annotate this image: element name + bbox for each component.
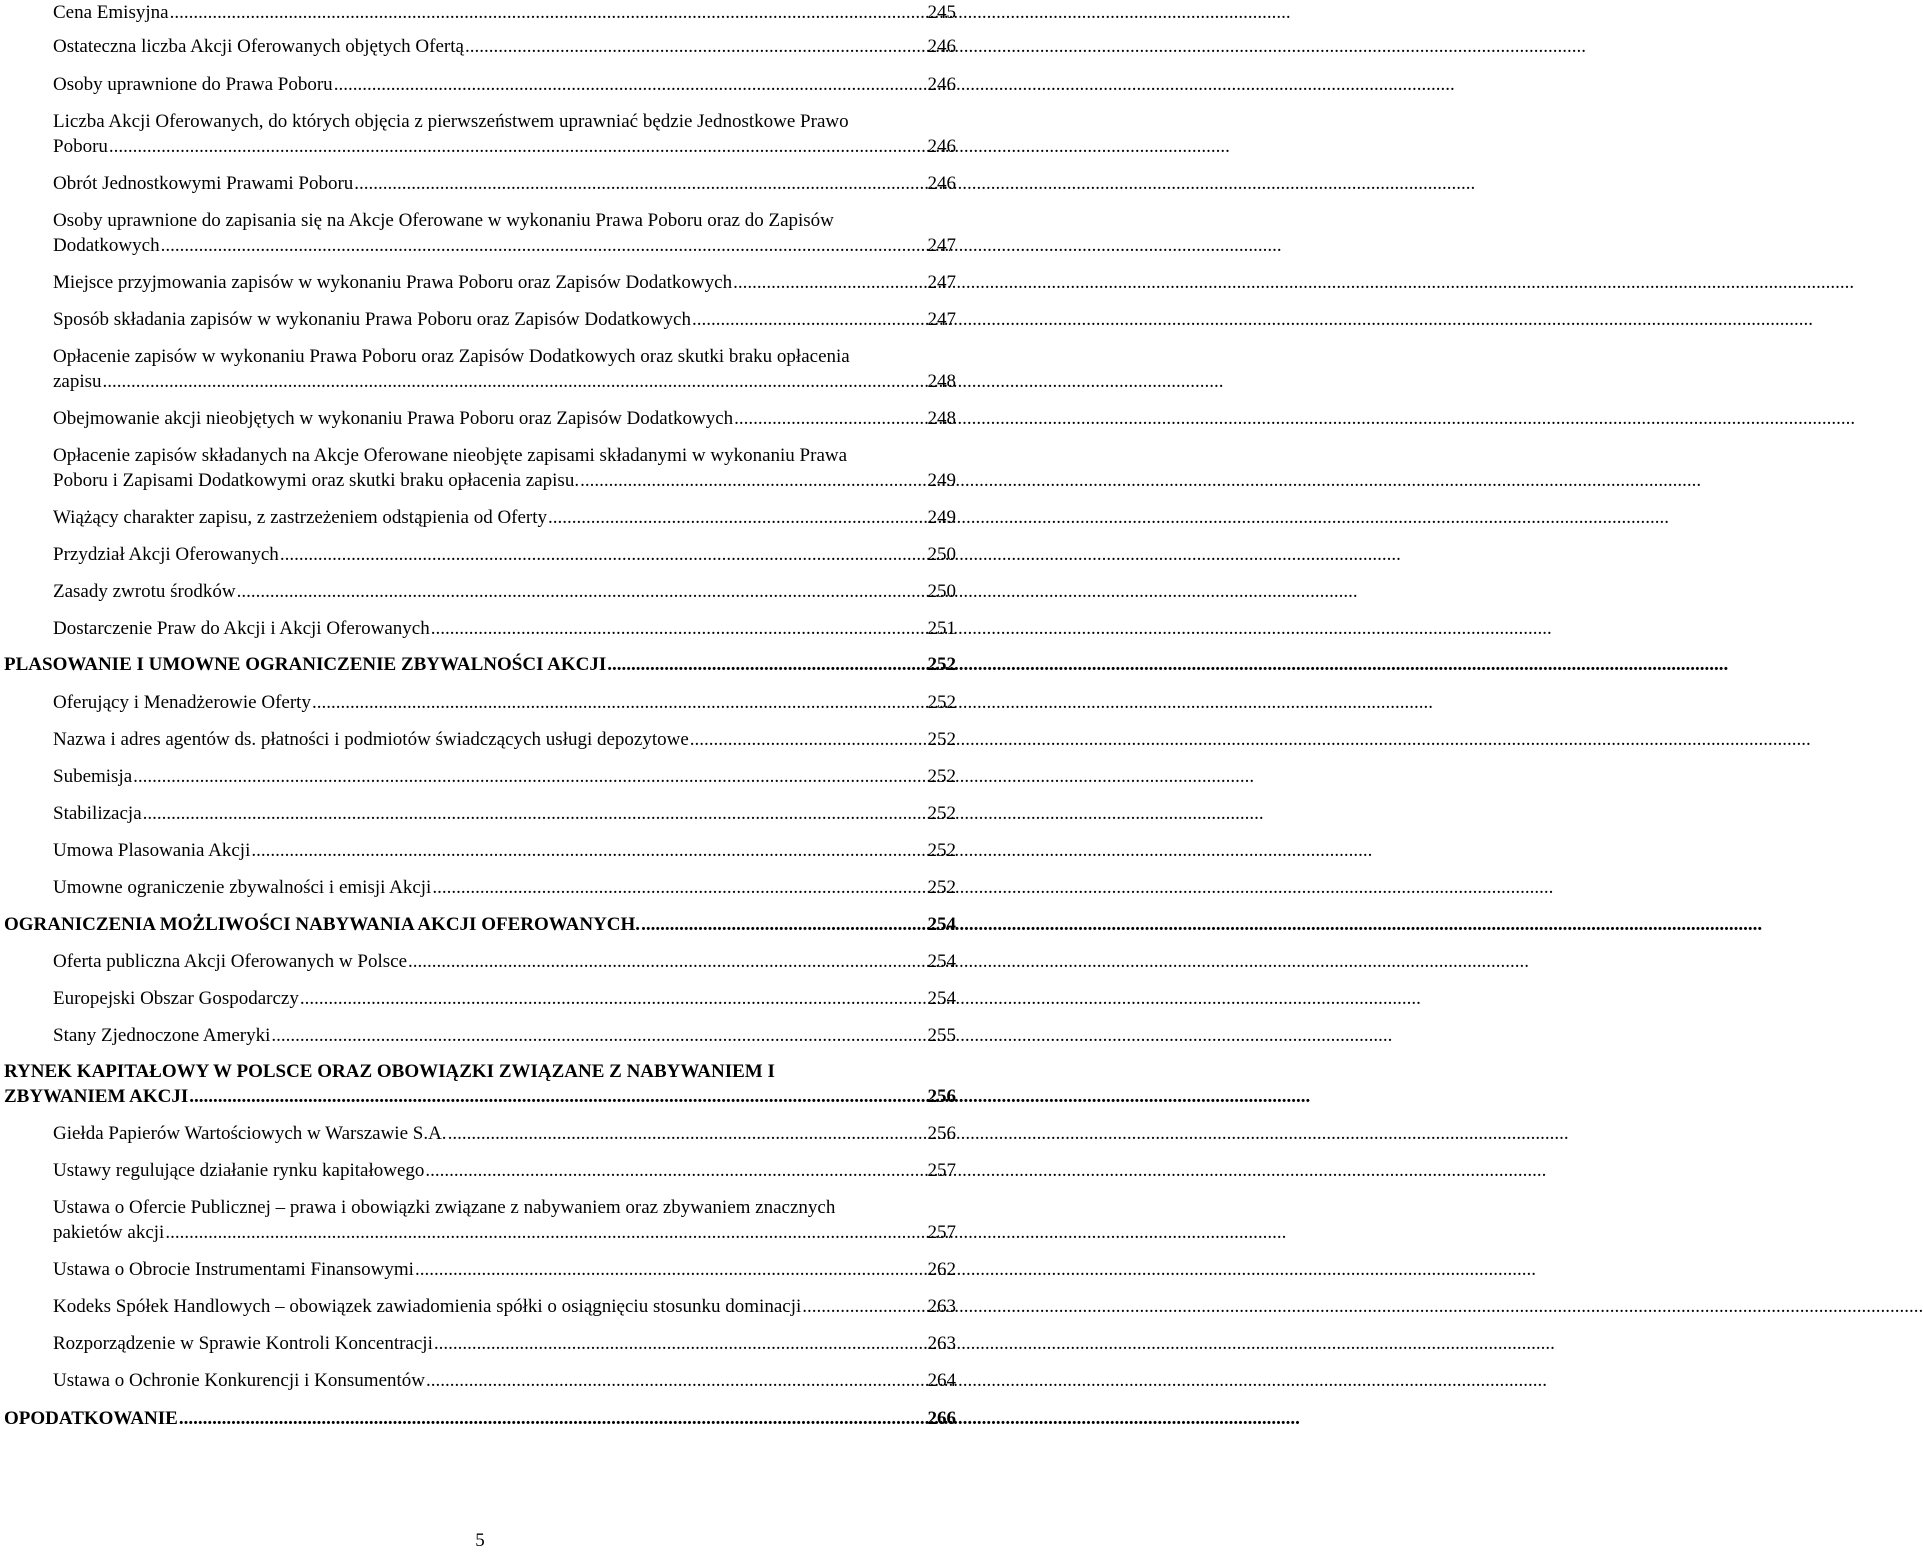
toc-entry[interactable] — [4, 838, 956, 863]
toc-entry-title: Poboru i Zapisami Dodatkowymi oraz skutki braku opłacenia zapisu. — [53, 470, 580, 491]
toc-entry[interactable] — [4, 875, 956, 900]
toc-entry[interactable] — [4, 1294, 956, 1319]
toc-entry[interactable] — [4, 208, 956, 258]
toc-entry-title-line: Liczba Akcji Oferowanych, do których objęcia z pierwszeństwem uprawniać będzie Jednostkowe Prawo — [53, 111, 849, 132]
dot-leader — [237, 579, 1358, 604]
dot-leader — [312, 690, 1433, 715]
toc-entry-page-number: 252 — [927, 840, 956, 861]
toc-entry-page-number: 254 — [927, 914, 956, 935]
toc-entry-page-number: 249 — [927, 470, 956, 491]
toc-entry-title: PLASOWANIE I UMOWNE OGRANICZENIE ZBYWALNOŚCI AKCJI — [4, 654, 607, 675]
toc-entry[interactable] — [4, 690, 956, 715]
toc-entry-page-number: 248 — [927, 371, 956, 392]
dot-leader — [334, 72, 1455, 97]
toc-entry-title: Ustawa o Obrocie Instrumentami Finansowymi — [53, 1259, 414, 1280]
toc-entry[interactable] — [4, 270, 956, 295]
toc-entry-page-number: 252 — [927, 877, 956, 898]
toc-entry[interactable] — [4, 801, 956, 826]
toc-entry[interactable] — [4, 1158, 956, 1183]
toc-entry-title: Umowa Plasowania Akcji — [53, 840, 251, 861]
toc-entry-title-line: Opłacenie zapisów składanych na Akcje Oferowane nieobjęte zapisami składanymi w wykonaniu Prawa — [53, 445, 848, 466]
toc-entry-title: ZBYWANIEM AKCJI — [4, 1086, 189, 1107]
toc-entry-page-number: 246 — [927, 36, 956, 57]
toc-entry-page-number: 250 — [927, 581, 956, 602]
dot-leader — [425, 1158, 1546, 1183]
toc-entry[interactable] — [4, 1195, 956, 1245]
toc-entry[interactable] — [4, 579, 956, 604]
dot-leader — [143, 801, 1264, 826]
toc-entry-page-number: 246 — [927, 136, 956, 157]
toc-entry-title: Dostarczenie Praw do Akcji i Akcji Oferowanych — [53, 618, 430, 639]
toc-entry[interactable] — [4, 344, 956, 394]
toc-entry-page-number: 251 — [927, 618, 956, 639]
toc-entry-title: Rozporządzenie w Sprawie Kontroli Koncentracji — [53, 1333, 433, 1354]
toc-section-entry[interactable] — [4, 1406, 956, 1431]
toc-entry-title: Poboru — [53, 136, 108, 157]
toc-section-entry[interactable] — [4, 912, 956, 937]
toc-entry-page-number: 257 — [927, 1160, 956, 1181]
toc-entry-title: zapisu — [53, 371, 102, 392]
toc-entry-page-number: 254 — [927, 988, 956, 1009]
dot-leader — [641, 912, 1762, 937]
toc-entry-page-number: 246 — [927, 74, 956, 95]
toc-entry[interactable] — [4, 727, 956, 752]
toc-entry-title: Przydział Akcji Oferowanych — [53, 544, 279, 565]
toc-entry-page-number: 252 — [927, 654, 956, 675]
dot-leader — [431, 616, 1552, 641]
toc-entry-page-number: 249 — [927, 507, 956, 528]
dot-leader — [170, 0, 1291, 25]
toc-entry-page-number: 247 — [927, 272, 956, 293]
toc-entry-page-number: 262 — [927, 1259, 956, 1280]
dot-leader — [548, 505, 1669, 530]
toc-entry[interactable] — [4, 171, 956, 196]
toc-entry-page-number: 264 — [927, 1370, 956, 1391]
toc-entry-title: Kodeks Spółek Handlowych – obowiązek zawiadomienia spółki o osiągnięciu stosunku dominacji — [53, 1296, 802, 1317]
toc-entry-title: Europejski Obszar Gospodarczy — [53, 988, 299, 1009]
toc-entry[interactable] — [4, 616, 956, 641]
dot-leader — [354, 171, 1475, 196]
toc-entry-title: Zasady zwrotu środków — [53, 581, 236, 602]
dot-leader — [408, 949, 1529, 974]
toc-entry-title: Cena Emisyjna — [53, 2, 169, 23]
toc-entry-title: Dodatkowych — [53, 235, 160, 256]
toc-entry-title: Giełda Papierów Wartościowych w Warszawie S.A. — [53, 1123, 447, 1144]
toc-entry-page-number: 245 — [927, 2, 956, 23]
dot-leader — [271, 1023, 1392, 1048]
toc-entry-page-number: 255 — [927, 1025, 956, 1046]
dot-leader — [607, 652, 1728, 677]
toc-entry[interactable] — [4, 406, 956, 431]
dot-leader — [690, 727, 1811, 752]
toc-entry-title: Sposób składania zapisów w wykonaniu Prawa Poboru oraz Zapisów Dodatkowych — [53, 309, 691, 330]
dot-leader — [448, 1121, 1569, 1146]
toc-entry-title: Umowne ograniczenie zbywalności i emisji Akcji — [53, 877, 432, 898]
toc-entry-page-number: 248 — [927, 408, 956, 429]
toc-entry-title: Stabilizacja — [53, 803, 142, 824]
toc-section-entry[interactable] — [4, 652, 956, 677]
dot-leader — [734, 406, 1855, 431]
toc-entry-page-number: 252 — [927, 692, 956, 713]
toc-entry-title: Stany Zjednoczone Ameryki — [53, 1025, 271, 1046]
dot-leader — [692, 307, 1813, 332]
dot-leader — [465, 34, 1586, 59]
toc-entry-page-number: 250 — [927, 544, 956, 565]
toc-entry[interactable] — [4, 72, 956, 97]
toc-entry-title: Ustawa o Ochronie Konkurencji i Konsumentów — [53, 1370, 426, 1391]
dot-leader — [165, 1220, 1286, 1245]
dot-leader — [580, 468, 1701, 493]
dot-leader — [434, 1331, 1555, 1356]
toc-entry-page-number: 263 — [927, 1333, 956, 1354]
toc-entry-title: Miejsce przyjmowania zapisów w wykonaniu Prawa Poboru oraz Zapisów Dodatkowych — [53, 272, 733, 293]
toc-entry-title: Ostateczna liczba Akcji Oferowanych objętych Ofertą — [53, 36, 464, 57]
toc-entry[interactable] — [4, 1331, 956, 1356]
toc-entry-title: Oferujący i Menadżerowie Oferty — [53, 692, 311, 713]
dot-leader — [109, 134, 1230, 159]
toc-entry[interactable] — [4, 1257, 956, 1282]
toc-entry[interactable] — [4, 505, 956, 530]
toc-entry-page-number: 252 — [927, 766, 956, 787]
dot-leader — [432, 875, 1553, 900]
toc-entry-page-number: 247 — [927, 235, 956, 256]
toc-entry-title: pakietów akcji — [53, 1222, 165, 1243]
toc-entry-title-line: Osoby uprawnione do zapisania się na Akcje Oferowane w wykonaniu Prawa Poboru oraz do Zapisów — [53, 210, 834, 231]
toc-entry-title: OPODATKOWANIE — [4, 1408, 178, 1429]
dot-leader — [415, 1257, 1536, 1282]
toc-entry[interactable] — [4, 443, 956, 493]
toc-entry-title-line: Ustawa o Ofercie Publicznej – prawa i obowiązki związane z nabywaniem oraz zbywaniem znacznych — [53, 1197, 836, 1218]
toc-entry[interactable] — [4, 307, 956, 332]
toc-entry[interactable] — [4, 1368, 956, 1393]
toc-entry[interactable] — [4, 34, 956, 59]
toc-entry[interactable] — [4, 764, 956, 789]
toc-entry-title: Oferta publiczna Akcji Oferowanych w Polsce — [53, 951, 408, 972]
toc-entry-page-number: 246 — [927, 173, 956, 194]
toc-entry[interactable] — [4, 0, 956, 25]
page-number: 5 — [475, 1530, 485, 1551]
toc-entry-title: Osoby uprawnione do Prawa Poboru — [53, 74, 333, 95]
toc-entry-page-number: 266 — [927, 1408, 956, 1429]
dot-leader — [280, 542, 1401, 567]
toc-entry-title: Ustawy regulujące działanie rynku kapitałowego — [53, 1160, 425, 1181]
toc-entry[interactable] — [4, 542, 956, 567]
toc-entry-page-number: 257 — [927, 1222, 956, 1243]
dot-leader — [300, 986, 1421, 1011]
toc-entry-title: Obrót Jednostkowymi Prawami Poboru — [53, 173, 354, 194]
toc-entry-page-number: 263 — [927, 1296, 956, 1317]
toc-entry-page-number: 252 — [927, 803, 956, 824]
dot-leader — [103, 369, 1224, 394]
toc-entry-title: Obejmowanie akcji nieobjętych w wykonaniu Prawa Poboru oraz Zapisów Dodatkowych — [53, 408, 734, 429]
toc-entry[interactable] — [4, 1023, 956, 1048]
toc-entry[interactable] — [4, 109, 956, 159]
toc-entry-page-number: 256 — [927, 1086, 956, 1107]
toc-entry[interactable] — [4, 986, 956, 1011]
dot-leader — [179, 1406, 1300, 1431]
toc-entry-page-number: 254 — [927, 951, 956, 972]
toc-entry-title-line: RYNEK KAPITAŁOWY W POLSCE ORAZ OBOWIĄZKI ZWIĄZANE Z NABYWANIEM I — [4, 1061, 775, 1082]
dot-leader — [426, 1368, 1547, 1393]
toc-section-entry[interactable] — [4, 1059, 956, 1109]
toc-entry-title: OGRANICZENIA MOŻLIWOŚCI NABYWANIA AKCJI OFEROWANYCH. — [4, 914, 641, 935]
dot-leader — [251, 838, 1372, 863]
toc-entry[interactable] — [4, 1121, 956, 1146]
dot-leader — [802, 1294, 1923, 1319]
dot-leader — [133, 764, 1254, 789]
toc-entry-page-number: 247 — [927, 309, 956, 330]
toc-entry-title: Nazwa i adres agentów ds. płatności i podmiotów świadczących usługi depozytowe — [53, 729, 689, 750]
dot-leader — [733, 270, 1854, 295]
toc-entry-title: Wiążący charakter zapisu, z zastrzeżeniem odstąpienia od Oferty — [53, 507, 548, 528]
dot-leader — [161, 233, 1282, 258]
toc-entry-page-number: 256 — [927, 1123, 956, 1144]
toc-entry-title-line: Opłacenie zapisów w wykonaniu Prawa Poboru oraz Zapisów Dodatkowych oraz skutki braku opłacenia — [53, 346, 850, 367]
toc-entry[interactable] — [4, 949, 956, 974]
toc-entry-page-number: 252 — [927, 729, 956, 750]
toc-entry-title: Subemisja — [53, 766, 133, 787]
dot-leader — [189, 1084, 1310, 1109]
